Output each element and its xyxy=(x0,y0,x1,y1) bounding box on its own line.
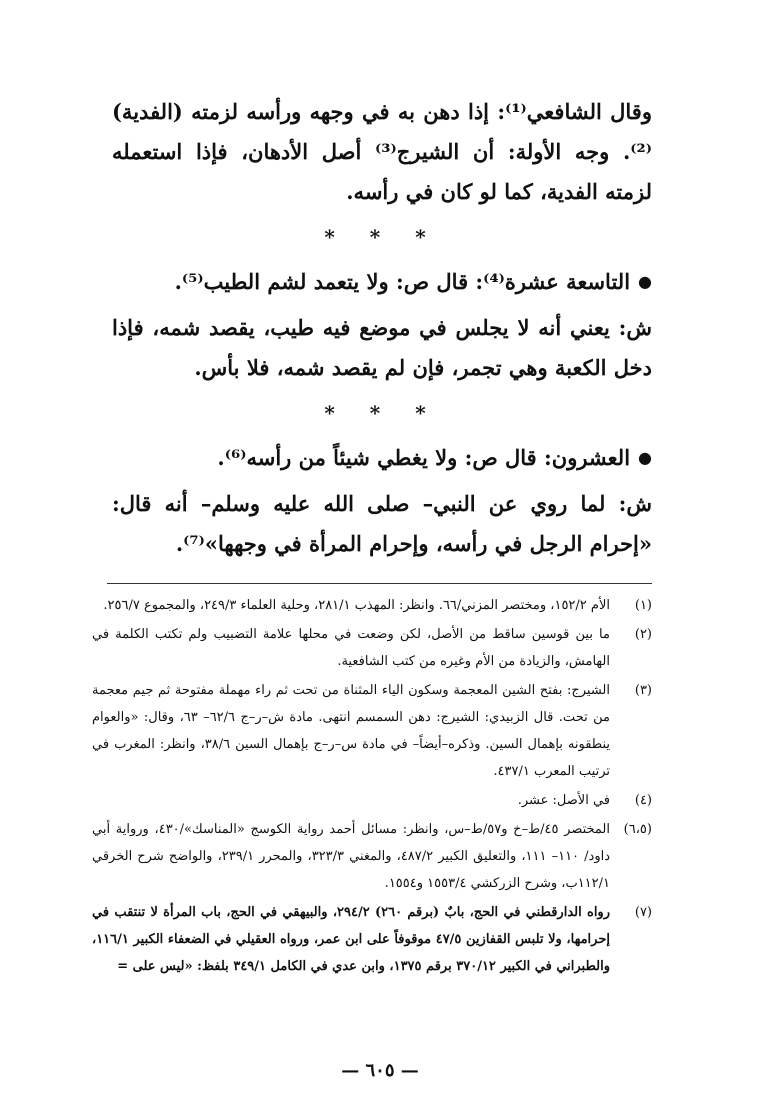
footnote xyxy=(92,592,652,619)
footnote-divider xyxy=(107,583,652,584)
footnote-number: (٣) xyxy=(634,683,652,698)
separator-stars: * * * xyxy=(324,401,440,425)
footnote xyxy=(92,621,652,675)
separator-stars: * * * xyxy=(324,225,440,249)
heading-twentieth xyxy=(112,438,652,478)
footnote xyxy=(92,816,652,897)
heading-twentieth-text: العشرون: قال ص: ولا يغطي شيئاً من رأسه⁽⁶⁾. xyxy=(217,445,631,470)
footnote-text: المختصر ٤٥/ط–خ و٥٧/ط–س، وانظر: مسائل أحمد رواية الكوسج «المناسك»/٤٣٠، ورواية أبي داود/ ١١٠– ١١١، والتعليق الكبير ٤٨٧/٢، والمغني ٣٢٣/٣، والمحرر ٢٣٩/١، والواضح شرح الخرقي ١١٢/١ب، وشرح الزركشي ١٥٥٣/٤ و١٥٥٤. xyxy=(92,822,610,891)
footnote-text: ما بين قوسين ساقط من الأصل، لكن وضعت في محلها علامة التضبيب ولم تكتب الكلمة في الهامش، والزيادة من الأم وغيره من كتب الشافعية. xyxy=(92,627,610,669)
paragraph-commentary-hadith: ش: لما روي عن النبي– صلى الله عليه وسلم– أنه قال: «إحرام الرجل في رأسه، وإحرام المرأة في وجهها»⁽⁷⁾. xyxy=(112,491,652,556)
paragraph-commentary-perfume: ش: يعني أنه لا يجلس في موضع فيه طيب، يقصد شمه، فإذا دخل الكعبة وهي تجمر، فإن لم يقصد شمه، فلا بأس. xyxy=(112,315,652,380)
bullet-icon: ● xyxy=(638,448,652,467)
footnote xyxy=(92,899,652,980)
footnote-number: (١) xyxy=(634,598,652,613)
footnotes xyxy=(92,592,652,982)
footnote-text: الشيرج: بفتح الشين المعجمة وسكون الياء المثناة من تحت ثم راء مهملة مفتوحة ثم جيم معجمة من تحت. قال الزبيدي: الشيرج: دهن السمسم انتهى. مادة ش–ر–ج ٦٢/٦– ٦٣، وقال: «والعوام ينطقونه بإهمال السين. وذكره–أيضاً– في مادة س–ر–ج بإهمال السين ٣٨/٦، وانظر: المغرب في ترتيب المعرب ٤٣٧/١. xyxy=(92,683,610,779)
page-number: — ٦٠٥ — xyxy=(341,1060,419,1081)
footnote-number: (٧) xyxy=(634,905,652,920)
footnote-number: (٢) xyxy=(634,627,652,642)
footnote-text: رواه الدارقطني في الحج، بابٌ (برقم ٢٦٠) ٢٩٤/٢، والبيهقي في الحج، باب المرأة لا تنتقب في إحرامها، ولا تلبس القفازين ٤٧/٥ موقوفاً على ابن عمر، ورواه العقيلي في الضعفاء الكبير ١١٦/١، والطبراني في الكبير ٣٧٠/١٢ برقم ١٣٧٥، وابن عدي في الكامل ٣٤٩/١ بلفظ: «ليس على = xyxy=(92,905,610,974)
footnote-text: الأم ١٥٢/٢، ومختصر المزني/٦٦. وانظر: المهذب ٢٨١/١، وحلية العلماء ٢٤٩/٣، والمجموع ٢٥٦/٧. xyxy=(103,598,610,613)
footnote-number: (٤) xyxy=(634,793,652,808)
footnote xyxy=(92,787,652,814)
main-text xyxy=(112,92,652,564)
bullet-icon: ● xyxy=(638,272,652,291)
heading-nineteenth-text: التاسعة عشرة⁽⁴⁾: قال ص: ولا يتعمد لشم الطيب⁽⁵⁾. xyxy=(174,269,631,294)
footnote-number: (٦،٥) xyxy=(623,822,652,837)
footnote-text: في الأصل: عشر. xyxy=(517,793,610,808)
heading-nineteenth xyxy=(112,262,652,302)
paragraph-shafii: وقال الشافعي⁽¹⁾: إذا دهن به في وجهه ورأسه لزمته (الفدية)⁽²⁾. وجه الأولة: أن الشيرج⁽³⁾ أصل الأدهان، فإذا استعمله لزمته الفدية، كما لو كان في رأسه. xyxy=(112,99,652,204)
footnote xyxy=(92,677,652,785)
